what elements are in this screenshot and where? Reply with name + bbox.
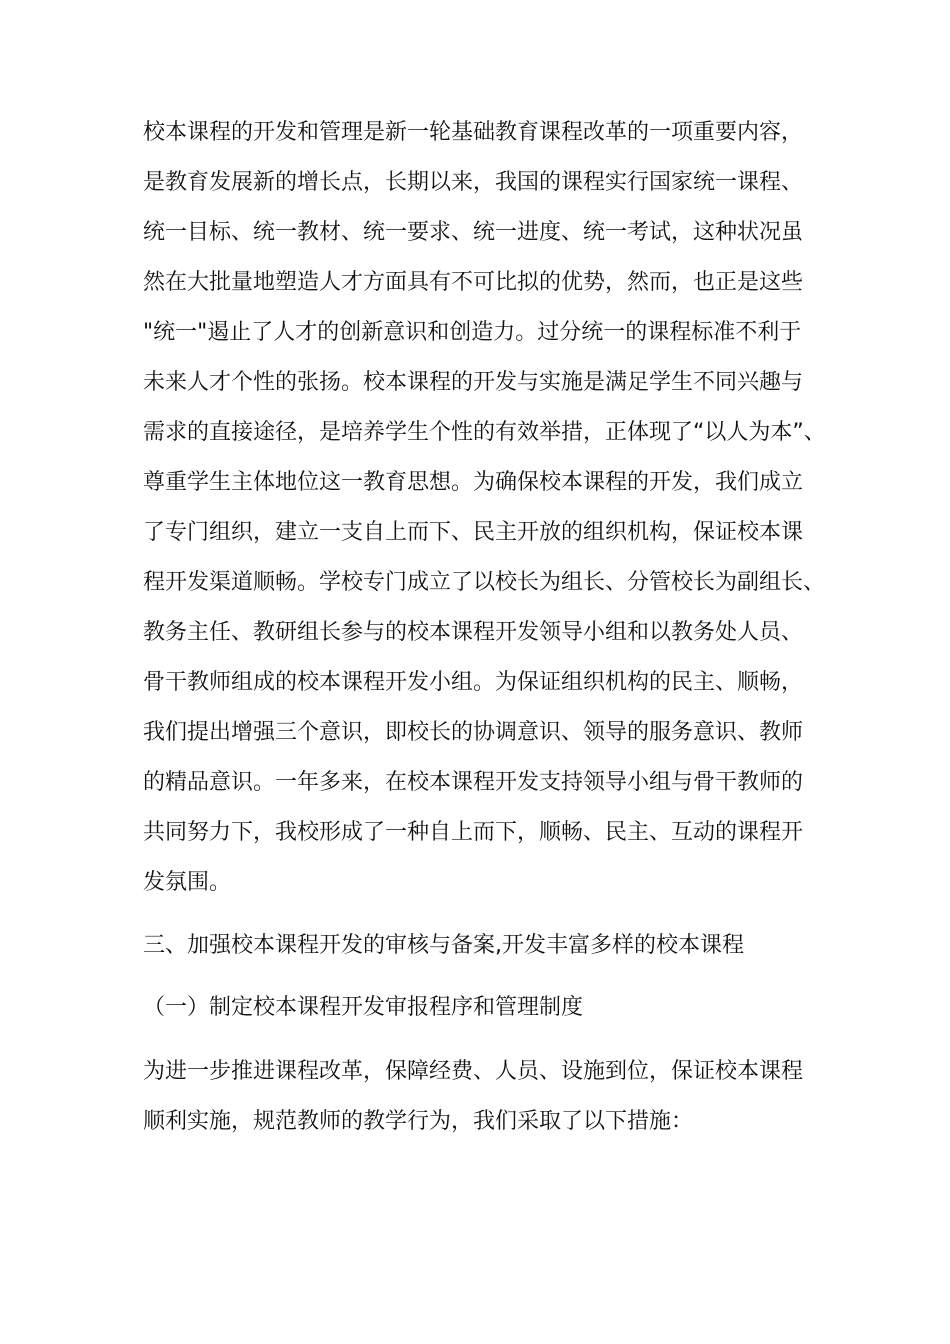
text-line: 是教育发展新的增长点，长期以来，我国的课程实行国家统一课程、 xyxy=(143,170,804,195)
text-line: 然在大批量地塑造人才方面具有不可比拟的优势，然而，也正是这些 xyxy=(143,270,804,295)
text-line: 顺利实施，规范教师的教学行为，我们采取了以下措施： xyxy=(143,1109,694,1134)
text-line: 统一目标、统一教材、统一要求、统一进度、统一考试，这种状况虽 xyxy=(143,220,804,245)
text-line: 发氛围。 xyxy=(143,870,232,895)
text-line: 骨干教师组成的校本课程开发小组。为保证组织机构的民主、顺畅， xyxy=(143,670,804,695)
paragraph-measures xyxy=(143,1047,813,1147)
text-line: 程开发渠道顺畅。学校专门成立了以校长为组长、分管校长为副组长、 xyxy=(143,570,826,595)
section-heading: 三、加强校本课程开发的审核与备案,开发丰富多样的校本课程 xyxy=(143,933,744,958)
spacer xyxy=(143,1033,813,1047)
text-line: 尊重学生主体地位这一教育思想。为确保校本课程的开发，我们成立 xyxy=(143,470,804,495)
text-line: 需求的直接途径，是培养学生个性的有效举措，正体现了“以人为本”、 xyxy=(143,420,826,445)
text-line: 校本课程的开发和管理是新一轮基础教育课程改革的一项重要内容， xyxy=(143,120,804,145)
paragraph-intro xyxy=(143,108,826,908)
text-line: 共同努力下，我校形成了一种自上而下，顺畅、民主、互动的课程开 xyxy=(143,820,804,845)
text-line: 教务主任、教研组长参与的校本课程开发领导小组和以教务处人员、 xyxy=(143,620,804,645)
document-body xyxy=(143,108,826,1147)
text-line: "统一"遏止了人才的创新意识和创造力。过分统一的课程标准不利于 xyxy=(143,320,802,345)
subsection-heading: （一）制定校本课程开发审报程序和管理制度 xyxy=(143,995,584,1020)
spacer xyxy=(143,908,813,921)
text-line: 未来人才个性的张扬。校本课程的开发与实施是满足学生不同兴趣与 xyxy=(143,370,804,395)
text-line: 我们提出增强三个意识，即校长的协调意识、领导的服务意识、教师 xyxy=(143,720,804,745)
spacer xyxy=(143,971,813,983)
text-line: 为进一步推进课程改革，保障经费、人员、设施到位，保证校本课程 xyxy=(143,1059,804,1084)
text-line: 了专门组织，建立一支自上而下、民主开放的组织机构，保证校本课 xyxy=(143,520,804,545)
text-line: 的精品意识。一年多来，在校本课程开发支持领导小组与骨干教师的 xyxy=(143,770,804,795)
